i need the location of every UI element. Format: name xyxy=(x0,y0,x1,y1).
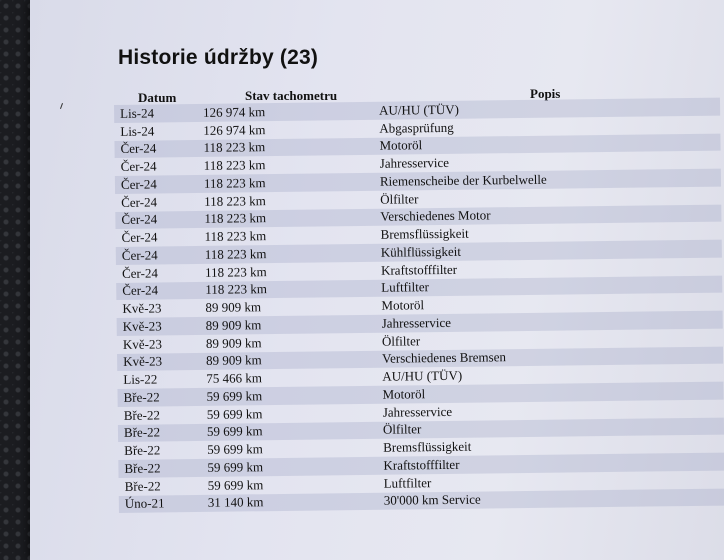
date-cell: Kvě-23 xyxy=(122,318,162,334)
date-cell: Bře-22 xyxy=(124,460,161,476)
odometer-cell: 89 909 km xyxy=(205,299,262,316)
odometer-cell: 118 223 km xyxy=(204,192,266,209)
date-cell: Čer-24 xyxy=(120,158,157,175)
odometer-cell: 89 909 km xyxy=(205,334,262,351)
date-cell: Kvě-23 xyxy=(122,300,162,317)
date-cell: Čer-24 xyxy=(121,247,158,263)
date-cell: Bře-22 xyxy=(123,407,160,423)
odometer-cell: 118 223 km xyxy=(203,139,266,156)
description-cell: Ölfilter xyxy=(380,190,419,207)
description-cell: Motoröl xyxy=(382,386,426,402)
description-cell: Jahresservice xyxy=(379,155,450,171)
date-cell: Lis-22 xyxy=(123,371,158,388)
date-cell: Čer-24 xyxy=(121,229,158,246)
description-cell: Bremsflüssigkeit xyxy=(380,225,469,242)
date-cell: Čer-24 xyxy=(121,194,158,210)
date-cell: Bře-22 xyxy=(124,442,161,459)
odometer-cell: 59 699 km xyxy=(207,476,264,493)
description-cell: Ölfilter xyxy=(382,421,422,438)
description-cell: 30'000 km Service xyxy=(383,491,481,509)
column-header-description: Popis xyxy=(530,86,561,101)
date-cell: Čer-24 xyxy=(120,140,157,157)
description-cell: AU/HU (TÜV) xyxy=(378,101,459,118)
maintenance-table xyxy=(114,98,724,514)
date-cell: Bře-22 xyxy=(124,478,161,494)
odometer-cell: 75 466 km xyxy=(206,370,263,387)
date-cell: Bře-22 xyxy=(123,424,161,441)
column-header-date: Datum xyxy=(138,90,177,105)
description-cell: Jahresservice xyxy=(382,403,453,420)
odometer-cell: 59 699 km xyxy=(206,388,263,404)
odometer-cell: 59 699 km xyxy=(207,441,263,458)
date-cell: Bře-22 xyxy=(123,389,160,405)
description-cell: Motoröl xyxy=(381,297,425,313)
odometer-cell: 118 223 km xyxy=(205,281,267,298)
odometer-cell: 31 140 km xyxy=(207,494,264,511)
date-cell: Lis-24 xyxy=(120,123,155,139)
odometer-cell: 118 223 km xyxy=(204,263,267,280)
description-cell: Verschiedenes Motor xyxy=(380,207,491,225)
description-cell: Riemenscheibe der Kurbelwelle xyxy=(379,171,547,189)
date-cell: Kvě-23 xyxy=(123,353,163,370)
odometer-cell: 59 699 km xyxy=(207,459,264,475)
odometer-cell: 118 223 km xyxy=(204,228,267,245)
odometer-cell: 118 223 km xyxy=(204,246,267,262)
column-header-odometer: Stav tachometru xyxy=(245,88,338,103)
description-cell: Bremsflüssigkeit xyxy=(383,438,472,455)
date-cell: Kvě-23 xyxy=(122,336,163,352)
odometer-cell: 89 909 km xyxy=(205,317,262,333)
description-cell: Kraftstofffilter xyxy=(383,456,460,473)
description-cell: Verschiedenes Bremsen xyxy=(382,349,507,367)
description-cell: Ölfilter xyxy=(381,332,421,349)
odometer-cell: 126 974 km xyxy=(203,121,266,138)
date-cell: Čer-24 xyxy=(121,265,158,281)
date-cell: Čer-24 xyxy=(122,282,159,299)
description-cell: Jahresservice xyxy=(381,314,452,331)
odometer-cell: 118 223 km xyxy=(203,175,266,191)
odometer-cell: 89 909 km xyxy=(206,352,262,369)
paper-sheet xyxy=(30,0,724,560)
date-cell: Čer-24 xyxy=(120,176,157,192)
odometer-cell: 59 699 km xyxy=(206,423,263,440)
odometer-cell: 118 223 km xyxy=(203,157,266,174)
description-cell: Motoröl xyxy=(379,137,423,154)
page-title: Historie údržby (23) xyxy=(118,46,319,69)
description-cell: Kühlflüssigkeit xyxy=(380,243,462,260)
description-cell: Kraftstofffilter xyxy=(380,261,458,278)
description-cell: Luftfilter xyxy=(383,474,432,491)
description-cell: Abgasprüfung xyxy=(379,119,454,136)
description-cell: AU/HU (TÜV) xyxy=(382,367,463,384)
description-cell: Luftfilter xyxy=(381,279,429,296)
odometer-cell: 118 223 km xyxy=(204,210,267,227)
date-cell: Úno-21 xyxy=(124,495,165,512)
odometer-cell: 126 974 km xyxy=(203,104,266,120)
odometer-cell: 59 699 km xyxy=(206,405,263,422)
date-cell: Čer-24 xyxy=(121,211,158,228)
date-cell: Lis-24 xyxy=(120,105,155,121)
